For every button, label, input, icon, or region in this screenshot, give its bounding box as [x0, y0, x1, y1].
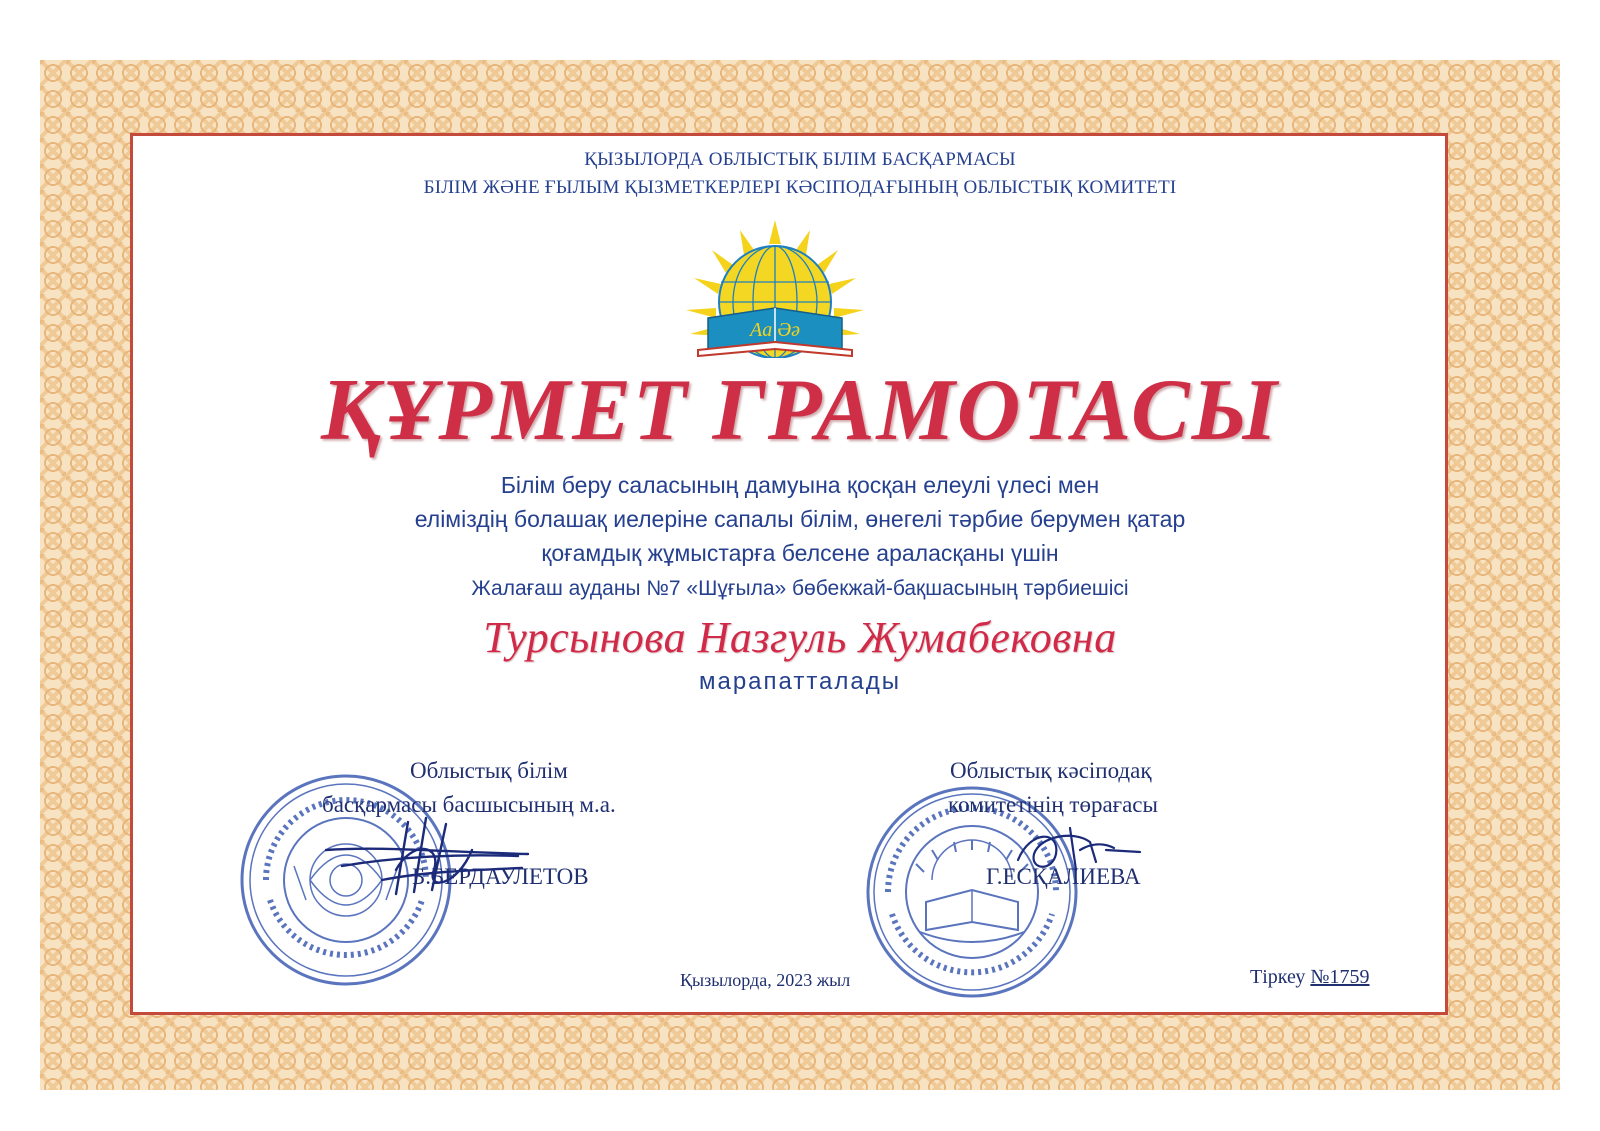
registration-number: [1250, 966, 1369, 989]
certificate-title: ҚҰРМЕТ ГРАМОТАСЫ: [320, 362, 1280, 459]
award-reason-line-1: Білім беру саласының дамуына қосқан елеулі үлесі мен: [500, 472, 1100, 498]
left-handwritten-signature: [322, 810, 532, 900]
left-signatory-name: Б.БЕРДАУЛЕТОВ: [412, 864, 589, 889]
issuer-line-1: ҚЫЗЫЛОРДА ОБЛЫСТЫҚ БІЛІМ БАСҚАРМАСЫ: [584, 149, 1016, 170]
awarded-text: марапатталады: [698, 668, 902, 695]
recipient-position: Жалағаш ауданы №7 «Шұғыла» бөбекжай-бақшасының тәрбиешісі: [471, 577, 1129, 600]
recipient-name: Турсынова Назгуль Жумабековна: [483, 613, 1117, 662]
right-signatory-title-line-1: Облыстық кәсіподақ: [950, 758, 1152, 783]
issuer-line-2: БІЛІМ ЖӘНЕ ҒЫЛЫМ ҚЫЗМЕТКЕРЛЕРІ КӘСІПОДАҒЫНЫҢ ОБЛЫСТЫҚ КОМИТЕТІ: [423, 177, 1177, 198]
award-reason-line-3: қоғамдық жұмыстарға белсене араласқаны үшін: [541, 540, 1059, 566]
right-handwritten-signature: [1010, 820, 1150, 880]
right-signatory-name: Г.ЕСҚАЛИЕВА: [986, 864, 1141, 889]
registration-label: Тіркеу: [1250, 966, 1306, 988]
right-signatory-title-line-2: комитетінің төрағасы: [948, 792, 1158, 817]
left-signatory-title-line-1: Облыстық білім: [410, 758, 568, 783]
registration-number-value: №1759: [1310, 966, 1370, 988]
sun-globe-book-emblem: [680, 218, 870, 358]
emblem-book-letters: Aa Әә: [750, 319, 800, 341]
left-signatory-title-line-2: басқармасы басшысының м.а.: [322, 792, 616, 817]
award-reason-line-2: еліміздің болашақ иелеріне сапалы білім, өнегелі тәрбие берумен қатар: [414, 506, 1186, 532]
place-and-year: Қызылорда, 2023 жыл: [680, 970, 851, 990]
